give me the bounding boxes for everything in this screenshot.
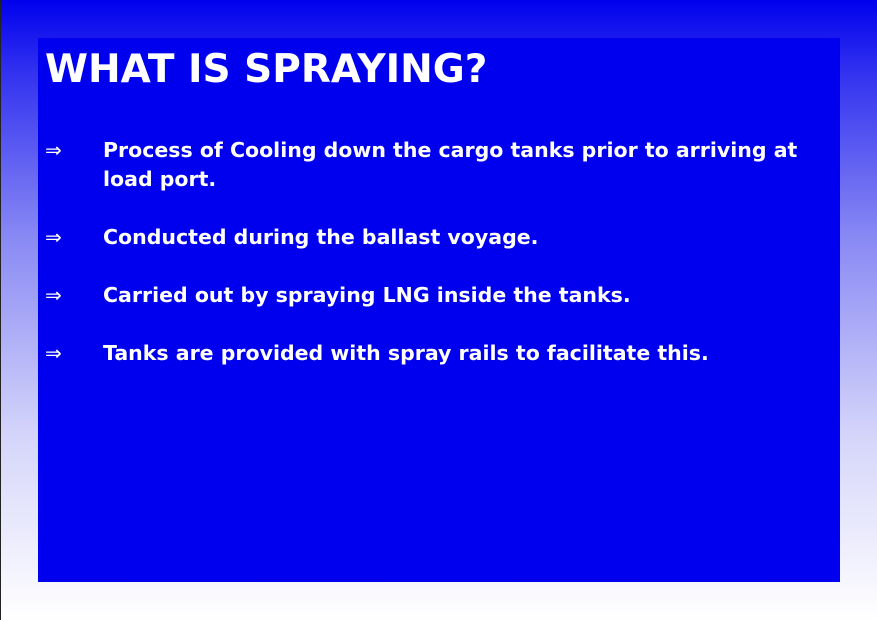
double-arrow-icon: ⇒ [45,283,62,307]
slide-title: WHAT IS SPRAYING? [45,47,488,92]
double-arrow-icon: ⇒ [45,341,62,365]
bullet-item [38,281,840,310]
bullet-item [38,339,840,368]
bullet-item [38,136,840,194]
bullet-text: Process of Cooling down the cargo tanks prior to arriving at load port. [103,138,798,191]
bullet-item [38,223,840,252]
slide-left-border [0,0,1,620]
bullet-list [38,136,840,397]
bullet-text: Tanks are provided with spray rails to facilitate this. [103,341,709,365]
slide-content-panel [38,38,840,582]
bullet-text: Conducted during the ballast voyage. [103,225,539,249]
double-arrow-icon: ⇒ [45,138,62,162]
double-arrow-icon: ⇒ [45,225,62,249]
bullet-text: Carried out by spraying LNG inside the tanks. [103,283,631,307]
